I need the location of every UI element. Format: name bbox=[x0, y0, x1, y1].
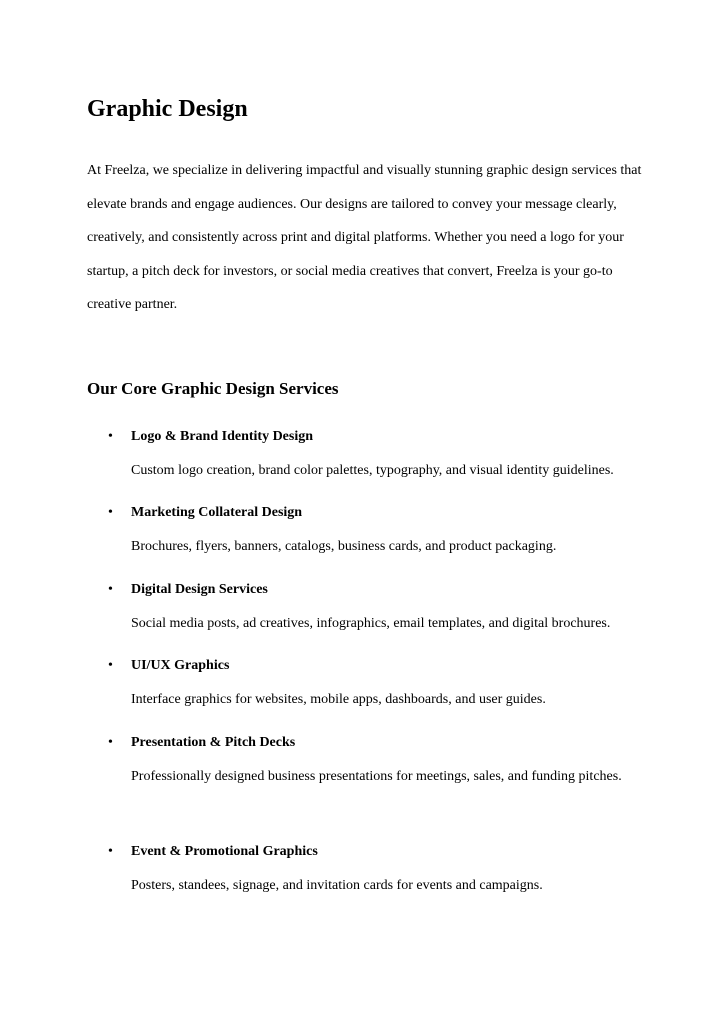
bullet-icon: • bbox=[108, 505, 113, 520]
bullet-icon: • bbox=[108, 429, 113, 444]
service-name: Marketing Collateral Design bbox=[131, 505, 303, 520]
bullet-icon: • bbox=[108, 658, 113, 673]
service-name: Presentation & Pitch Decks bbox=[131, 735, 296, 750]
service-name: Digital Design Services bbox=[131, 582, 268, 597]
bullet-icon: • bbox=[108, 582, 113, 597]
service-description: Brochures, flyers, banners, catalogs, business cards, and product packaging. bbox=[131, 539, 557, 554]
service-description: Professionally designed business presentations for meetings, sales, and funding pitches. bbox=[131, 769, 622, 784]
bullet-icon: • bbox=[108, 844, 113, 859]
service-description: Social media posts, ad creatives, infographics, email templates, and digital brochures. bbox=[131, 616, 611, 631]
service-description: Posters, standees, signage, and invitation cards for events and campaigns. bbox=[131, 878, 543, 893]
service-description: Custom logo creation, brand color palettes, typography, and visual identity guidelines. bbox=[131, 463, 614, 478]
service-name: Event & Promotional Graphics bbox=[131, 844, 318, 859]
service-name: Logo & Brand Identity Design bbox=[131, 429, 314, 444]
intro-paragraph: At Freelza, we specialize in delivering impactful and visually stunning graphic design services that elevate brands and engage audiences. Our designs are tailored to convey your message clearly, creatively, and consistently across print and digital platforms. Whether you need a logo for your startup, a pitch deck for investors, or social media creatives that convert, Freelza is your go-to creative partner. bbox=[87, 163, 642, 313]
bullet-icon: • bbox=[108, 735, 113, 750]
service-name: UI/UX Graphics bbox=[131, 658, 230, 673]
service-description: Interface graphics for websites, mobile apps, dashboards, and user guides. bbox=[131, 692, 546, 707]
page-title: Graphic Design bbox=[87, 96, 248, 122]
section-title: Our Core Graphic Design Services bbox=[87, 379, 339, 398]
